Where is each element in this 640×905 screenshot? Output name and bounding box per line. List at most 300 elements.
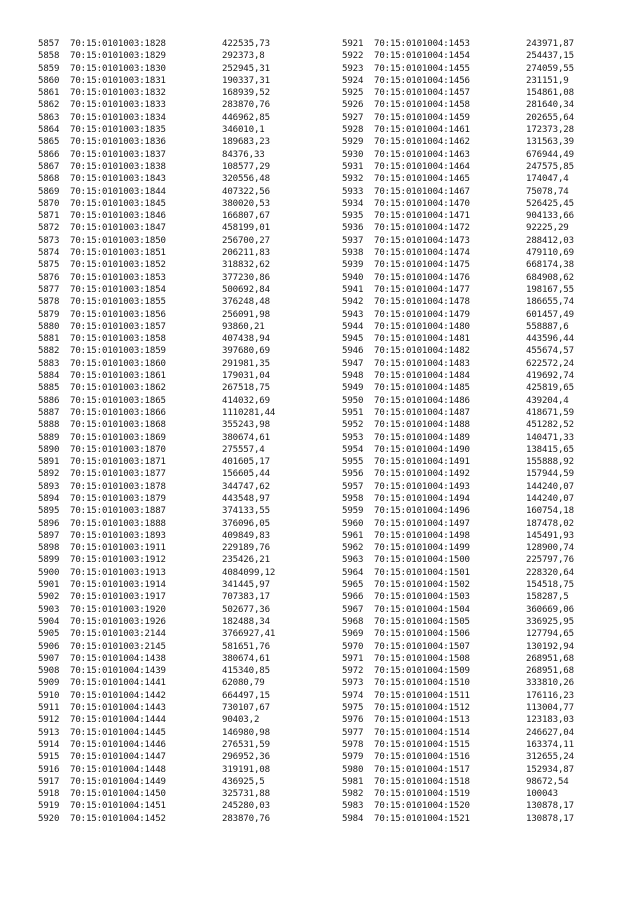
row-number: 5966 xyxy=(342,592,364,603)
table-row xyxy=(342,99,606,111)
cadastral-number: 70:15:0101004:1515 xyxy=(374,739,470,750)
row-number: 5860 xyxy=(38,75,60,86)
cadastral-value: 281640,34 xyxy=(526,100,574,111)
table-row xyxy=(342,235,606,247)
cadastral-number: 70:15:0101003:1926 xyxy=(70,616,166,627)
row-number: 5927 xyxy=(342,112,364,123)
table-row xyxy=(342,653,606,665)
row-number: 5961 xyxy=(342,530,364,541)
cadastral-number: 70:15:0101003:1888 xyxy=(70,518,166,529)
row-number: 5928 xyxy=(342,125,364,136)
cadastral-value: 380674,61 xyxy=(222,653,270,664)
cadastral-value: 526425,45 xyxy=(526,198,574,209)
cadastral-value: 319191,08 xyxy=(222,764,270,775)
table-row xyxy=(38,198,302,210)
cadastral-value: 458199,01 xyxy=(222,223,270,234)
cadastral-number: 70:15:0101003:1837 xyxy=(70,149,166,160)
row-number: 5899 xyxy=(38,555,60,566)
cadastral-number: 70:15:0101004:1509 xyxy=(374,666,470,677)
row-number: 5953 xyxy=(342,432,364,443)
cadastral-value: 283870,76 xyxy=(222,100,270,111)
row-number: 5875 xyxy=(38,260,60,271)
cadastral-value: 320556,48 xyxy=(222,174,270,185)
row-number: 5901 xyxy=(38,580,60,591)
cadastral-value: 92225,29 xyxy=(526,223,569,234)
cadastral-number: 70:15:0101004:1502 xyxy=(374,580,470,591)
cadastral-number: 70:15:0101004:1518 xyxy=(374,776,470,787)
cadastral-number: 70:15:0101003:1855 xyxy=(70,297,166,308)
cadastral-value: 247575,85 xyxy=(526,161,574,172)
table-row xyxy=(342,800,606,812)
cadastral-value: 380020,53 xyxy=(222,198,270,209)
row-number: 5978 xyxy=(342,739,364,750)
cadastral-value: 252945,31 xyxy=(222,63,270,74)
table-row xyxy=(342,505,606,517)
cadastral-number: 70:15:0101004:1457 xyxy=(374,88,470,99)
table-row xyxy=(342,161,606,173)
cadastral-number: 70:15:0101004:1507 xyxy=(374,641,470,652)
cadastral-number: 70:15:0101004:1489 xyxy=(374,432,470,443)
table-row xyxy=(342,309,606,321)
cadastral-number: 70:15:0101004:1454 xyxy=(374,51,470,62)
cadastral-value: 231151,9 xyxy=(526,75,569,86)
row-number: 5975 xyxy=(342,703,364,714)
cadastral-value: 186655,74 xyxy=(526,297,574,308)
table-row xyxy=(38,370,302,382)
table-row xyxy=(38,75,302,87)
table-row xyxy=(38,677,302,689)
table-row xyxy=(38,210,302,222)
cadastral-value: 376248,48 xyxy=(222,297,270,308)
cadastral-value: 401605,17 xyxy=(222,457,270,468)
cadastral-number: 70:15:0101003:1847 xyxy=(70,223,166,234)
cadastral-value: 123183,03 xyxy=(526,715,574,726)
row-number: 5964 xyxy=(342,567,364,578)
table-row xyxy=(342,690,606,702)
table-row xyxy=(342,50,606,62)
row-number: 5971 xyxy=(342,653,364,664)
table-row xyxy=(342,702,606,714)
cadastral-value: 318832,62 xyxy=(222,260,270,271)
row-number: 5876 xyxy=(38,272,60,283)
row-number: 5903 xyxy=(38,604,60,615)
cadastral-number: 70:15:0101003:2144 xyxy=(70,629,166,640)
table-row xyxy=(38,407,302,419)
row-number: 5865 xyxy=(38,137,60,148)
cadastral-number: 70:15:0101004:1484 xyxy=(374,371,470,382)
cadastral-value: 113004,77 xyxy=(526,703,574,714)
table-row xyxy=(38,321,302,333)
table-row xyxy=(342,284,606,296)
cadastral-value: 189683,23 xyxy=(222,137,270,148)
cadastral-number: 70:15:0101003:1832 xyxy=(70,88,166,99)
cadastral-value: 377230,86 xyxy=(222,272,270,283)
cadastral-number: 70:15:0101004:1477 xyxy=(374,284,470,295)
cadastral-value: 443596,44 xyxy=(526,334,574,345)
cadastral-number: 70:15:0101004:1493 xyxy=(374,481,470,492)
row-number: 5945 xyxy=(342,334,364,345)
cadastral-number: 70:15:0101003:1830 xyxy=(70,63,166,74)
cadastral-value: 664497,15 xyxy=(222,690,270,701)
table-row xyxy=(38,764,302,776)
table-row xyxy=(38,235,302,247)
row-number: 5880 xyxy=(38,321,60,332)
table-row xyxy=(38,419,302,431)
row-number: 5968 xyxy=(342,616,364,627)
row-number: 5863 xyxy=(38,112,60,123)
cadastral-value: 131563,39 xyxy=(526,137,574,148)
row-number: 5948 xyxy=(342,371,364,382)
cadastral-value: 439204,4 xyxy=(526,395,569,406)
cadastral-number: 70:15:0101004:1459 xyxy=(374,112,470,123)
cadastral-value: 168939,52 xyxy=(222,88,270,99)
cadastral-value: 275557,4 xyxy=(222,444,265,455)
row-number: 5937 xyxy=(342,235,364,246)
cadastral-number: 70:15:0101004:1478 xyxy=(374,297,470,308)
row-number: 5873 xyxy=(38,235,60,246)
row-number: 5977 xyxy=(342,727,364,738)
row-number: 5888 xyxy=(38,420,60,431)
cadastral-value: 325731,88 xyxy=(222,789,270,800)
table-row xyxy=(342,579,606,591)
table-row xyxy=(342,813,606,825)
cadastral-number: 70:15:0101004:1506 xyxy=(374,629,470,640)
row-number: 5920 xyxy=(38,813,60,824)
cadastral-value: 344747,62 xyxy=(222,481,270,492)
cadastral-number: 70:15:0101004:1470 xyxy=(374,198,470,209)
cadastral-value: 198167,55 xyxy=(526,284,574,295)
row-number: 5932 xyxy=(342,174,364,185)
row-number: 5963 xyxy=(342,555,364,566)
table-row xyxy=(342,63,606,75)
row-number: 5969 xyxy=(342,629,364,640)
cadastral-number: 70:15:0101003:1920 xyxy=(70,604,166,615)
table-row xyxy=(38,579,302,591)
cadastral-number: 70:15:0101004:1475 xyxy=(374,260,470,271)
cadastral-number: 70:15:0101004:1451 xyxy=(70,801,166,812)
row-number: 5902 xyxy=(38,592,60,603)
row-number: 5938 xyxy=(342,248,364,259)
cadastral-number: 70:15:0101003:1861 xyxy=(70,371,166,382)
cadastral-value: 276531,59 xyxy=(222,739,270,750)
cadastral-value: 380674,61 xyxy=(222,432,270,443)
row-number: 5921 xyxy=(342,39,364,49)
cadastral-number: 70:15:0101004:1520 xyxy=(374,801,470,812)
cadastral-number: 70:15:0101004:1446 xyxy=(70,739,166,750)
cadastral-value: 451282,52 xyxy=(526,420,574,431)
row-number: 5900 xyxy=(38,567,60,578)
table-row xyxy=(342,591,606,603)
table-row xyxy=(342,444,606,456)
cadastral-value: 146980,98 xyxy=(222,727,270,738)
row-number: 5893 xyxy=(38,481,60,492)
cadastral-number: 70:15:0101004:1472 xyxy=(374,223,470,234)
cadastral-number: 70:15:0101004:1476 xyxy=(374,272,470,283)
cadastral-number: 70:15:0101004:1480 xyxy=(374,321,470,332)
row-number: 5926 xyxy=(342,100,364,111)
table-row xyxy=(38,800,302,812)
table-row xyxy=(342,136,606,148)
row-number: 5886 xyxy=(38,395,60,406)
table-row xyxy=(38,641,302,653)
cadastral-number: 70:15:0101004:1513 xyxy=(374,715,470,726)
cadastral-value: 409849,83 xyxy=(222,530,270,541)
row-number: 5914 xyxy=(38,739,60,750)
table-row xyxy=(342,554,606,566)
table-row xyxy=(342,382,606,394)
cadastral-value: 730107,67 xyxy=(222,703,270,714)
row-number: 5922 xyxy=(342,51,364,62)
cadastral-value: 436925,5 xyxy=(222,776,265,787)
cadastral-value: 155888,92 xyxy=(526,457,574,468)
cadastral-value: 684908,62 xyxy=(526,272,574,283)
cadastral-value: 190337,31 xyxy=(222,75,270,86)
table-row xyxy=(38,542,302,554)
row-number: 5935 xyxy=(342,211,364,222)
cadastral-number: 70:15:0101003:1836 xyxy=(70,137,166,148)
cadastral-number: 70:15:0101003:1851 xyxy=(70,248,166,259)
cadastral-number: 70:15:0101003:1887 xyxy=(70,506,166,517)
cadastral-value: 179031,04 xyxy=(222,371,270,382)
cadastral-number: 70:15:0101004:1483 xyxy=(374,358,470,369)
cadastral-value: 254437,15 xyxy=(526,51,574,62)
table-row xyxy=(38,161,302,173)
row-number: 5984 xyxy=(342,813,364,824)
cadastral-number: 70:15:0101004:1465 xyxy=(374,174,470,185)
table-row xyxy=(38,702,302,714)
cadastral-value: 707383,17 xyxy=(222,592,270,603)
table-row xyxy=(38,456,302,468)
cadastral-value: 1110281,44 xyxy=(222,407,276,418)
table-row xyxy=(342,641,606,653)
cadastral-value: 144240,07 xyxy=(526,481,574,492)
cadastral-value: 374133,55 xyxy=(222,506,270,517)
cadastral-value: 283870,76 xyxy=(222,813,270,824)
cadastral-number: 70:15:0101004:1450 xyxy=(70,789,166,800)
table-row xyxy=(38,63,302,75)
table-row xyxy=(342,407,606,419)
cadastral-value: 75078,74 xyxy=(526,186,569,197)
table-row xyxy=(342,432,606,444)
cadastral-value: 229189,76 xyxy=(222,543,270,554)
cadastral-number: 70:15:0101004:1448 xyxy=(70,764,166,775)
table-row xyxy=(38,776,302,788)
row-number: 5981 xyxy=(342,776,364,787)
cadastral-number: 70:15:0101004:1494 xyxy=(374,493,470,504)
cadastral-value: 3766927,41 xyxy=(222,629,276,640)
cadastral-value: 154518,75 xyxy=(526,580,574,591)
table-row xyxy=(342,776,606,788)
cadastral-value: 904133,66 xyxy=(526,211,574,222)
row-number: 5857 xyxy=(38,39,60,49)
cadastral-number: 70:15:0101003:1850 xyxy=(70,235,166,246)
row-number: 5879 xyxy=(38,309,60,320)
row-number: 5934 xyxy=(342,198,364,209)
cadastral-number: 70:15:0101004:1488 xyxy=(374,420,470,431)
cadastral-value: 256091,98 xyxy=(222,309,270,320)
cadastral-value: 418671,59 xyxy=(526,407,574,418)
row-number: 5862 xyxy=(38,100,60,111)
cadastral-number: 70:15:0101003:1877 xyxy=(70,469,166,480)
cadastral-value: 500692,84 xyxy=(222,284,270,295)
cadastral-number: 70:15:0101003:1868 xyxy=(70,420,166,431)
cadastral-number: 70:15:0101003:1866 xyxy=(70,407,166,418)
row-number: 5960 xyxy=(342,518,364,529)
cadastral-value: 346010,1 xyxy=(222,125,265,136)
row-number: 5895 xyxy=(38,506,60,517)
cadastral-number: 70:15:0101004:1514 xyxy=(374,727,470,738)
table-row xyxy=(342,345,606,357)
table-row xyxy=(38,296,302,308)
table-row xyxy=(38,284,302,296)
table-row xyxy=(342,259,606,271)
table-row xyxy=(342,198,606,210)
table-row xyxy=(342,173,606,185)
cadastral-number: 70:15:0101004:1481 xyxy=(374,334,470,345)
row-number: 5884 xyxy=(38,371,60,382)
table-row xyxy=(38,432,302,444)
cadastral-value: 455674,57 xyxy=(526,346,574,357)
row-number: 5889 xyxy=(38,432,60,443)
cadastral-number: 70:15:0101004:1447 xyxy=(70,752,166,763)
table-row xyxy=(38,149,302,161)
row-number: 5942 xyxy=(342,297,364,308)
cadastral-value: 446962,85 xyxy=(222,112,270,123)
cadastral-number: 70:15:0101003:1838 xyxy=(70,161,166,172)
row-number: 5909 xyxy=(38,678,60,689)
table-row xyxy=(342,124,606,136)
table-row xyxy=(342,542,606,554)
row-number: 5911 xyxy=(38,703,60,714)
cadastral-number: 70:15:0101004:1498 xyxy=(374,530,470,541)
table-row xyxy=(342,395,606,407)
cadastral-number: 70:15:0101003:1858 xyxy=(70,334,166,345)
left-column xyxy=(38,38,302,825)
row-number: 5925 xyxy=(342,88,364,99)
row-number: 5871 xyxy=(38,211,60,222)
cadastral-value: 267518,75 xyxy=(222,383,270,394)
cadastral-number: 70:15:0101004:1511 xyxy=(374,690,470,701)
cadastral-number: 70:15:0101003:1912 xyxy=(70,555,166,566)
row-number: 5936 xyxy=(342,223,364,234)
cadastral-value: 235426,21 xyxy=(222,555,270,566)
table-row xyxy=(342,727,606,739)
cadastral-number: 70:15:0101004:1438 xyxy=(70,653,166,664)
cadastral-value: 422535,73 xyxy=(222,39,270,49)
table-row xyxy=(38,333,302,345)
table-row xyxy=(342,370,606,382)
table-row xyxy=(38,395,302,407)
table-row xyxy=(342,149,606,161)
cadastral-number: 70:15:0101004:1458 xyxy=(374,100,470,111)
cadastral-number: 70:15:0101003:1833 xyxy=(70,100,166,111)
table-row xyxy=(38,727,302,739)
cadastral-value: 288412,03 xyxy=(526,235,574,246)
cadastral-number: 70:15:0101004:1463 xyxy=(374,149,470,160)
cadastral-value: 145491,93 xyxy=(526,530,574,541)
row-number: 5867 xyxy=(38,161,60,172)
cadastral-number: 70:15:0101003:1914 xyxy=(70,580,166,591)
table-row xyxy=(342,222,606,234)
table-row xyxy=(38,124,302,136)
cadastral-value: 100043 xyxy=(526,789,558,800)
cadastral-number: 70:15:0101003:1869 xyxy=(70,432,166,443)
right-column xyxy=(342,38,606,825)
cadastral-number: 70:15:0101003:1878 xyxy=(70,481,166,492)
cadastral-number: 70:15:0101004:1452 xyxy=(70,813,166,824)
cadastral-value: 225797,76 xyxy=(526,555,574,566)
cadastral-value: 581651,76 xyxy=(222,641,270,652)
cadastral-number: 70:15:0101004:1519 xyxy=(374,789,470,800)
row-number: 5930 xyxy=(342,149,364,160)
cadastral-value: 187478,02 xyxy=(526,518,574,529)
cadastral-number: 70:15:0101004:1510 xyxy=(374,678,470,689)
table-row xyxy=(342,567,606,579)
table-row xyxy=(342,677,606,689)
cadastral-number: 70:15:0101004:1442 xyxy=(70,690,166,701)
cadastral-value: 296952,36 xyxy=(222,752,270,763)
cadastral-number: 70:15:0101003:1913 xyxy=(70,567,166,578)
row-number: 5868 xyxy=(38,174,60,185)
row-number: 5896 xyxy=(38,518,60,529)
cadastral-number: 70:15:0101004:1467 xyxy=(374,186,470,197)
cadastral-number: 70:15:0101004:1462 xyxy=(374,137,470,148)
table-row xyxy=(38,739,302,751)
row-number: 5941 xyxy=(342,284,364,295)
cadastral-number: 70:15:0101003:1871 xyxy=(70,457,166,468)
cadastral-value: 425819,65 xyxy=(526,383,574,394)
row-number: 5882 xyxy=(38,346,60,357)
row-number: 5931 xyxy=(342,161,364,172)
table-row xyxy=(38,112,302,124)
cadastral-number: 70:15:0101004:1461 xyxy=(374,125,470,136)
cadastral-number: 70:15:0101004:1512 xyxy=(374,703,470,714)
table-row xyxy=(38,690,302,702)
table-row xyxy=(342,210,606,222)
row-number: 5908 xyxy=(38,666,60,677)
table-row xyxy=(38,38,302,50)
row-number: 5974 xyxy=(342,690,364,701)
cadastral-value: 98672,54 xyxy=(526,776,569,787)
cadastral-value: 397680,69 xyxy=(222,346,270,357)
row-number: 5881 xyxy=(38,334,60,345)
cadastral-value: 414032,69 xyxy=(222,395,270,406)
table-row xyxy=(38,591,302,603)
cadastral-value: 336925,95 xyxy=(526,616,574,627)
table-row xyxy=(38,493,302,505)
table-row xyxy=(38,345,302,357)
cadastral-number: 70:15:0101004:1485 xyxy=(374,383,470,394)
table-row xyxy=(342,518,606,530)
cadastral-number: 70:15:0101004:1521 xyxy=(374,813,470,824)
row-number: 5898 xyxy=(38,543,60,554)
cadastral-value: 256700,27 xyxy=(222,235,270,246)
cadastral-number: 70:15:0101004:1456 xyxy=(374,75,470,86)
cadastral-number: 70:15:0101004:1471 xyxy=(374,211,470,222)
row-number: 5897 xyxy=(38,530,60,541)
cadastral-value: 130878,17 xyxy=(526,801,574,812)
table-row xyxy=(38,554,302,566)
row-number: 5872 xyxy=(38,223,60,234)
cadastral-number: 70:15:0101004:1464 xyxy=(374,161,470,172)
row-number: 5958 xyxy=(342,493,364,504)
table-row xyxy=(38,99,302,111)
cadastral-value: 176116,23 xyxy=(526,690,574,701)
cadastral-value: 243971,87 xyxy=(526,39,574,49)
cadastral-value: 676944,49 xyxy=(526,149,574,160)
row-number: 5950 xyxy=(342,395,364,406)
cadastral-value: 206211,83 xyxy=(222,248,270,259)
